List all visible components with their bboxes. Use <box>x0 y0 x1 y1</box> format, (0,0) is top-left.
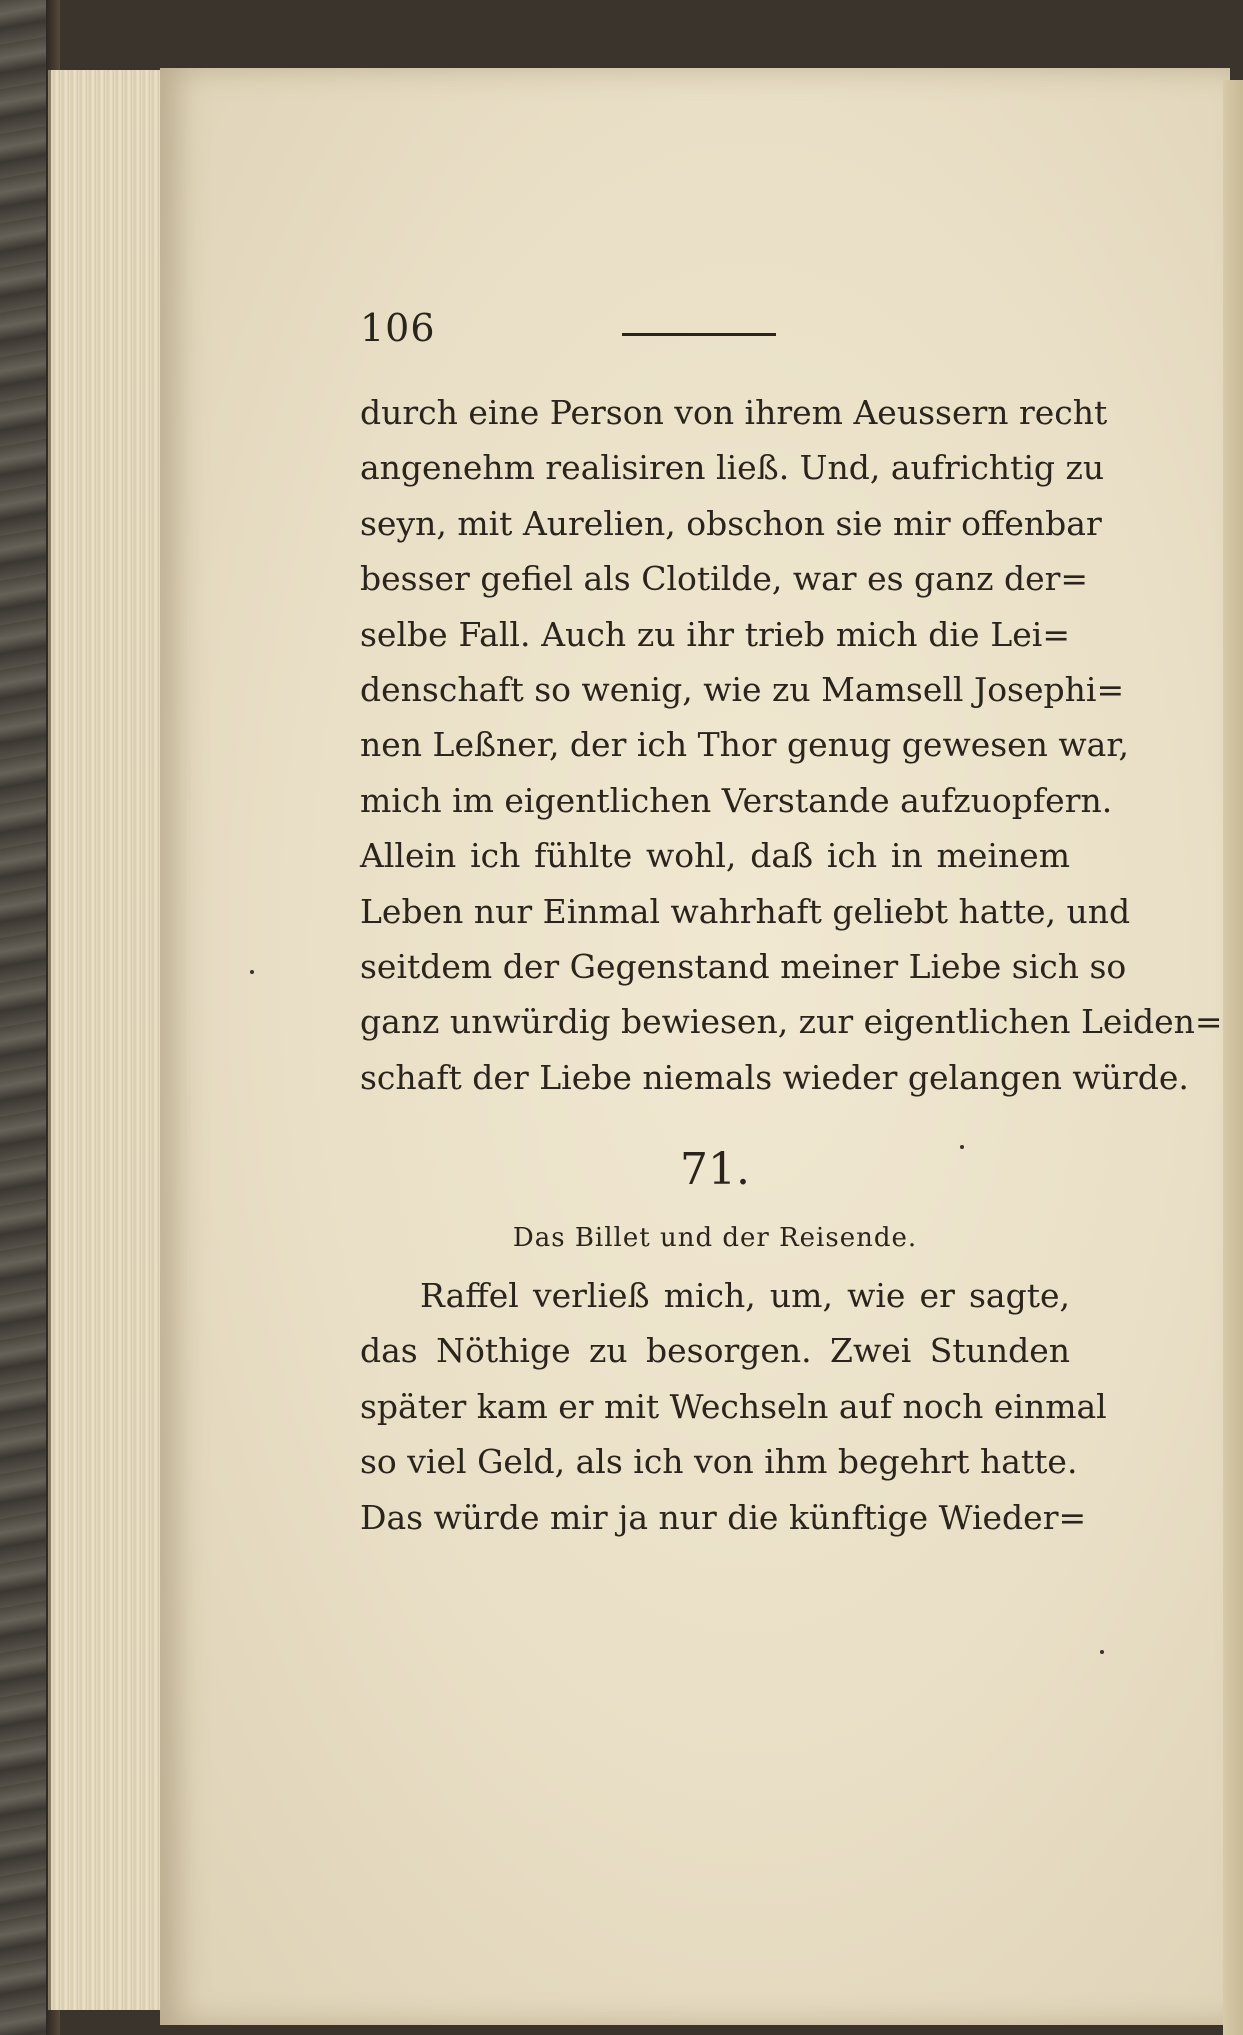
text-line: Das würde mir ja nur die künftige Wieder= <box>360 1497 1087 1537</box>
paper-speck <box>250 970 254 974</box>
text-line: später kam er mit Wechseln auf noch einmal <box>360 1386 1107 1426</box>
page-header <box>360 300 820 360</box>
text-line: besser gefiel als Clotilde, war es ganz der= <box>360 559 1089 599</box>
text-line: nen Leßner, der ich Thor genug gewesen war, <box>360 725 1129 765</box>
paper-speck <box>1100 1650 1104 1654</box>
text-line: ganz unwürdig bewiesen, zur eigentlichen Leiden= <box>360 1002 1223 1042</box>
section-number: 71. <box>680 1144 750 1195</box>
text-line: angenehm realisiren ließ. Und, aufrichtig zu <box>360 448 1105 488</box>
text-line: so viel Geld, als ich von ihm begehrt hatte. <box>360 1442 1078 1482</box>
text-line: das Nöthige zu besorgen. Zwei Stunden <box>360 1331 1070 1371</box>
text-line: Raffel verließ mich, um, wie er sagte, <box>420 1276 1070 1315</box>
text-line: Allein ich fühlte wohl, daß ich in meinem <box>360 836 1070 876</box>
text-line: seitdem der Gegenstand meiner Liebe sich so <box>360 946 1127 986</box>
text-line: selbe Fall. Auch zu ihr trieb mich die Lei= <box>360 614 1070 654</box>
text-line: Leben nur Einmal wahrhaft geliebt hatte, und <box>360 891 1131 931</box>
page-edges <box>48 70 163 2010</box>
header-rule <box>622 333 776 336</box>
paper-speck <box>960 1145 964 1149</box>
paragraph-2 <box>360 1268 1107 1545</box>
text-line: schaft der Liebe niemals wieder gelangen würde. <box>360 1057 1189 1097</box>
text-line: durch eine Person von ihrem Aeussern recht <box>360 393 1108 432</box>
right-page-edge <box>1223 80 1243 2035</box>
paragraph-1 <box>360 385 1223 1105</box>
page-number: 106 <box>360 306 436 350</box>
section-title: Das Billet und der Reisende. <box>512 1223 918 1253</box>
text-line: seyn, mit Aurelien, obschon sie mir offenbar <box>360 503 1102 543</box>
text-line: denschaft so wenig, wie zu Mamsell Josephi= <box>360 669 1125 709</box>
text-line: mich im eigentlichen Verstande aufzuopfern. <box>360 780 1113 820</box>
